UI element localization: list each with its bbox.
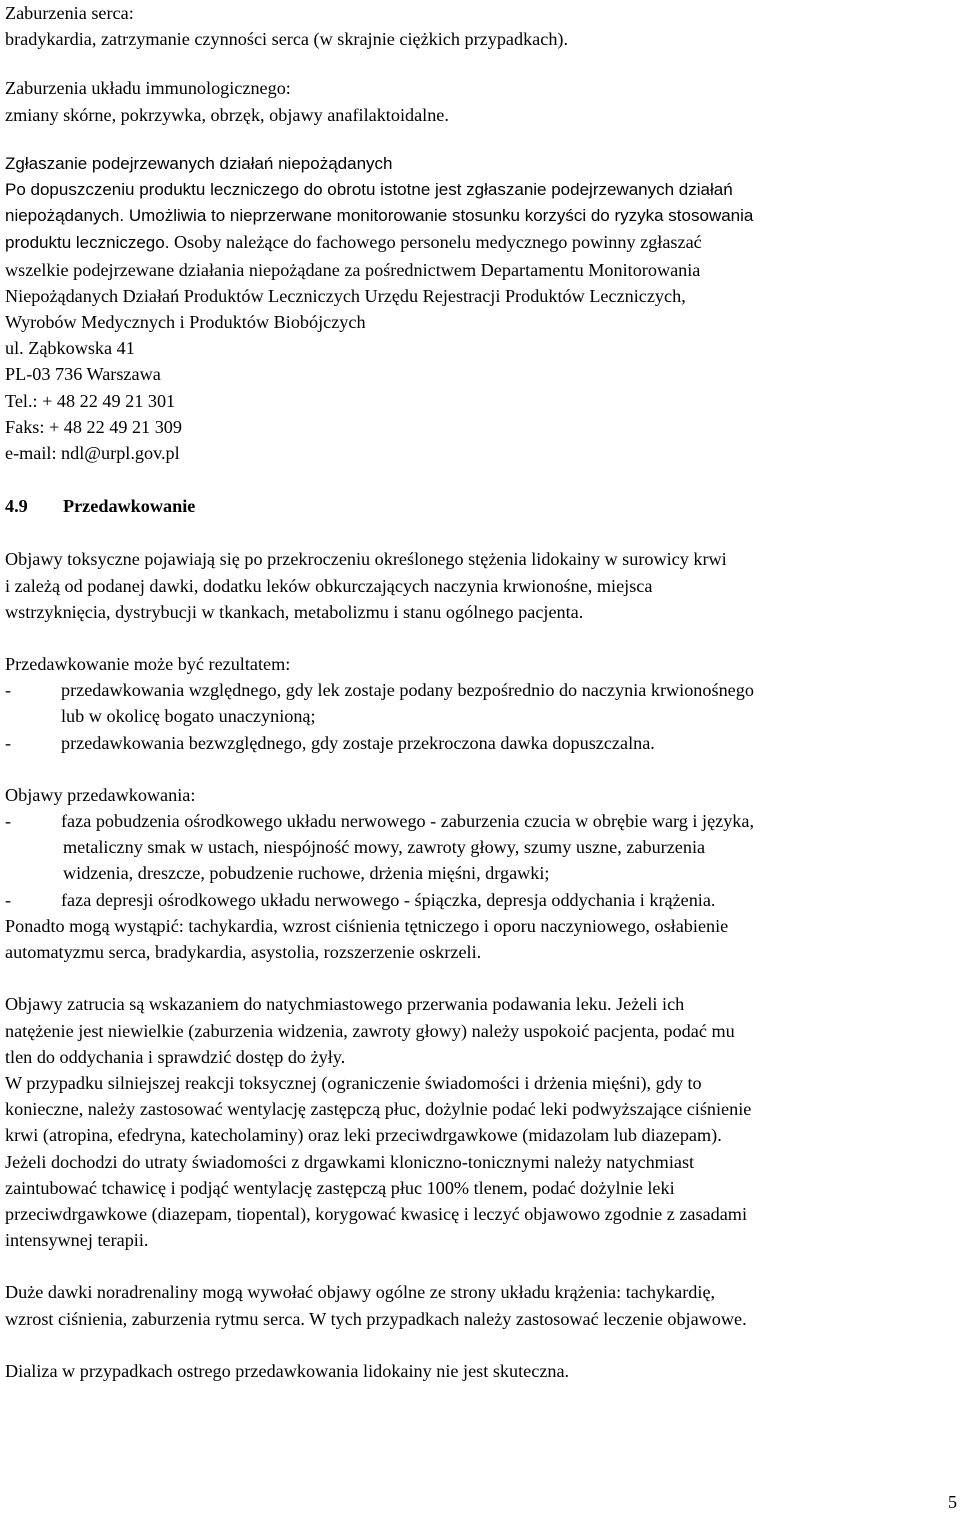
list-item [5, 730, 957, 756]
para4-line-10: intensywnej terapii. [5, 1230, 149, 1251]
para4-line-4: W przypadku silniejszej reakcji toksycznej (ograniczenie świadomości i drżenia mięśni), gdy to [5, 1072, 702, 1093]
para4-line-5: konieczne, należy zastosować wentylację zastępczą płuc, dożylnie podać leki podwyższające ciśnienie [5, 1099, 752, 1120]
reporting-line-3 [5, 229, 957, 256]
list-item-text: przedawkowania bezwzględnego, gdy zostaje przekroczona dawka dopuszczalna. [61, 732, 655, 753]
overdose-causes-paragraph [5, 651, 957, 756]
list-item-continuation: metaliczny smak w ustach, niespójność mowy, zawroty głowy, szumy uszne, zaburzenia [63, 837, 706, 858]
para3-after-line-2: automatyzmu serca, bradykardia, asystolia, rozszerzenie oskrzeli. [5, 942, 482, 963]
treatment-paragraph [5, 991, 957, 1253]
para6-line-1: Dializa w przypadkach ostrego przedawkowania lidokainy nie jest skuteczna. [5, 1360, 570, 1381]
list-dash: - [5, 811, 12, 832]
section-heading [5, 493, 957, 519]
immune-disorders-block [5, 75, 957, 127]
reporting-email: e-mail: ndl@urpl.gov.pl [5, 443, 180, 464]
para4-line-2: natężenie jest niewielkie (zaburzenia widzenia, zawroty głowy) należy uspokoić pacjenta, podać mu [5, 1020, 735, 1041]
cardiac-disorders-block [5, 0, 957, 52]
section-number: 4.9 [5, 496, 28, 517]
reporting-address: ul. Ząbkowska 41 [5, 338, 135, 359]
reporting-tel: Tel.: + 48 22 49 21 301 [5, 390, 176, 411]
list-item [5, 887, 957, 913]
document-page [5, 0, 957, 1384]
section-title: Przedawkowanie [63, 496, 196, 517]
dialysis-paragraph [5, 1358, 957, 1384]
para4-line-9: przeciwdrgawkowe (diazepam, tiopental), korygować kwasicę i leczyć objawowo zgodnie z zasadami [5, 1203, 748, 1224]
reporting-line-6: Wyrobów Medycznych i Produktów Biobójczych [5, 312, 366, 333]
para4-line-3: tlen do oddychania i sprawdzić dostęp do żyły. [5, 1046, 346, 1067]
para4-line-7: Jeżeli dochodzi do utraty świadomości z drgawkami kloniczno-tonicznymi należy natychmiast [5, 1151, 695, 1172]
list-item-continuation: lub w okolicę bogato unaczynioną; [61, 706, 316, 727]
reporting-line-3a: produktu leczniczego. [5, 233, 170, 253]
list-item [5, 677, 957, 703]
overdose-symptoms-paragraph [5, 782, 957, 965]
adverse-reporting-block [5, 151, 957, 466]
list-dash: - [5, 889, 12, 910]
list-item [5, 808, 957, 834]
para2-intro: Przedawkowanie może być rezultatem: [5, 654, 291, 675]
reporting-line-5: Niepożądanych Działań Produktów Leczniczych Urzędu Rejestracji Produktów Leczniczych, [5, 285, 686, 306]
reporting-line-3b: Osoby należące do fachowego personelu medycznego powinny zgłaszać [169, 232, 702, 253]
list-dash: - [5, 732, 12, 753]
immune-disorders-text: zmiany skórne, pokrzywka, obrzęk, objawy anafilaktoidalne. [5, 104, 449, 125]
para1-line-3: wstrzyknięcia, dystrybucji w tkankach, metabolizmu i stanu ogólnego pacjenta. [5, 601, 584, 622]
para5-line-2: wzrost ciśnienia, zaburzenia rytmu serca. W tych przypadkach należy zastosować leczenie objawowe. [5, 1308, 747, 1329]
noradrenaline-paragraph [5, 1279, 957, 1331]
list-item-continuation: widzenia, dreszcze, pobudzenie ruchowe, drżenia mięśni, drgawki; [63, 863, 550, 884]
para3-intro: Objawy przedawkowania: [5, 784, 196, 805]
immune-disorders-title: Zaburzenia układu immunologicznego: [5, 78, 291, 99]
reporting-fax: Faks: + 48 22 49 21 309 [5, 416, 182, 437]
adverse-reporting-title: Zgłaszanie podejrzewanych działań niepożądanych [5, 153, 393, 173]
toxic-symptoms-paragraph [5, 546, 957, 625]
para3-after-line-1: Ponadto mogą wystąpić: tachykardia, wzrost ciśnienia tętniczego i oporu naczyniowego, osłabienie [5, 915, 729, 936]
list-item-text: przedawkowania względnego, gdy lek zostaje podany bezpośrednio do naczynia krwionośnego [61, 680, 754, 701]
reporting-city: PL-03 736 Warszawa [5, 364, 161, 385]
para5-line-1: Duże dawki noradrenaliny mogą wywołać objawy ogólne ze strony układu krążenia: tachykardię, [5, 1282, 716, 1303]
reporting-line-2: niepożądanych. Umożliwia to nieprzerwane monitorowanie stosunku korzyści do ryzyka stosowania [5, 206, 754, 226]
cardiac-disorders-title: Zaburzenia serca: [5, 3, 134, 23]
para4-line-1: Objawy zatrucia są wskazaniem do natychmiastowego przerwania podawania leku. Jeżeli ich [5, 994, 685, 1015]
para4-line-8: zaintubować tchawicę i podjąć wentylację zastępczą płuc 100% tlenem, podać dożylnie leki [5, 1177, 675, 1198]
page-number: 5 [948, 1492, 957, 1512]
list-dash: - [5, 680, 12, 701]
cardiac-disorders-text: bradykardia, zatrzymanie czynności serca (w skrajnie ciężkich przypadkach). [5, 29, 569, 50]
reporting-line-1: Po dopuszczeniu produktu leczniczego do obrotu istotne jest zgłaszanie podejrzewanych działań [5, 180, 733, 200]
para4-line-6: krwi (atropina, efedryna, katecholaminy) oraz leki przeciwdrgawkowe (midazolam lub diazepam). [5, 1125, 722, 1146]
para1-line-1: Objawy toksyczne pojawiają się po przekroczeniu określonego stężenia lidokainy w surowicy krwi [5, 549, 727, 570]
list-item-text: faza pobudzenia ośrodkowego układu nerwowego - zaburzenia czucia w obrębie warg i języka, [61, 811, 755, 832]
para1-line-2: i zależą od podanej dawki, dodatku leków obkurczających naczynia krwionośne, miejsca [5, 575, 653, 596]
reporting-line-4: wszelkie podejrzewane działania niepożądane za pośrednictwem Departamentu Monitorowania [5, 259, 701, 280]
list-item-text: faza depresji ośrodkowego układu nerwowego - śpiączka, depresja oddychania i krążenia. [61, 889, 716, 910]
